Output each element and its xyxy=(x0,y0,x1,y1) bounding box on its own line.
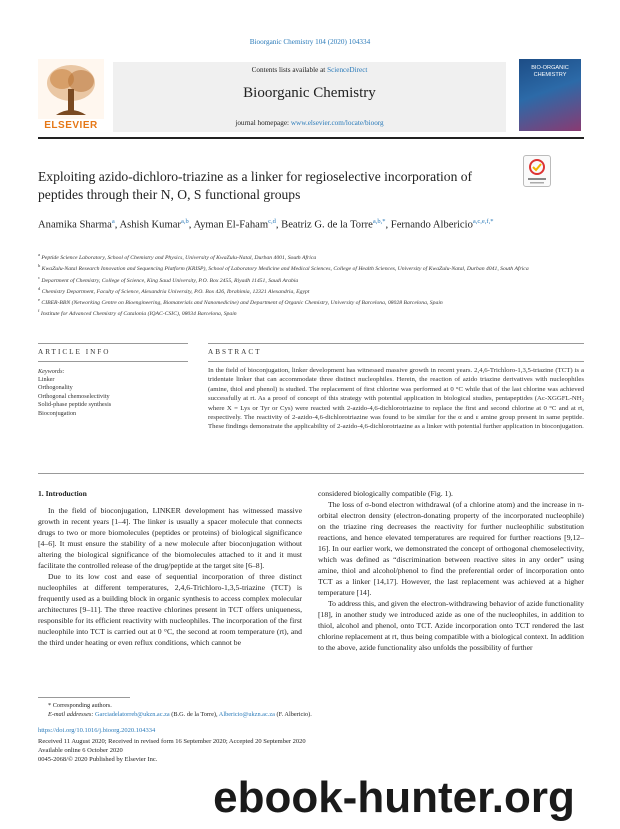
homepage-line xyxy=(113,119,506,127)
author-affiliation-marker[interactable]: a,b,* xyxy=(372,218,386,225)
email-label: E-mail addresses: xyxy=(48,711,95,718)
paragraph: Due to its low cost and ease of sequential incorporation of three distinct nucleophiles at different temperatures, 2,4,6-Trichloro-1,3,5-triazine (TCT) is frequently used as a building block in organic synthesis to access complex molecular architectures [9–11]. The three reactive chlorines present in TCT offers uniqueness, responsible for its efficient reactivity with nucleophiles. The incorporation of the first nucleophile into TCT is carried out at 0 °C, the second at room temperature (rt), and the third under heating or even reflux conditions, which cannot be xyxy=(38,572,302,647)
footnote xyxy=(48,701,568,719)
author-name[interactable]: Anamika Sharma xyxy=(38,219,112,231)
sciencedirect-link[interactable]: ScienceDirect xyxy=(327,66,368,74)
affiliation: $^d$ Chemistry Department, Faculty of Science, Alexandria University, P.O. Box 426, Ibrahimia, 12321 Alexandria, Egypt xyxy=(38,285,310,295)
abstract-rule xyxy=(208,343,584,344)
email-owner: (B.G. de la Torre), xyxy=(169,711,219,718)
body-column-right xyxy=(318,488,584,653)
publication-history: Received 11 August 2020; Received in revised form 16 September 2020; Accepted 20 September 2020 xyxy=(38,738,306,745)
email-owner: (F. Albericio). xyxy=(274,711,312,718)
article-info-rule xyxy=(38,343,188,344)
affiliation: $^a$ Peptide Science Laboratory, School of Chemistry and Physics, University of KwaZulu-Natal, Durban 4001, South Africa xyxy=(38,252,317,261)
paragraph: considered biologically compatible (Fig. 1). xyxy=(318,489,453,498)
author-affiliation-marker[interactable]: c,d xyxy=(268,218,276,225)
online-date: Available online 6 October 2020 xyxy=(38,747,123,754)
journal-title: Bioorganic Chemistry xyxy=(243,85,376,101)
abstract-rule-lower xyxy=(208,361,584,362)
homepage-link[interactable]: www.elsevier.com/locate/bioorg xyxy=(290,119,384,127)
author-affiliation-marker[interactable]: a,b xyxy=(180,218,189,225)
footnote-rule xyxy=(38,697,130,698)
affiliation-list xyxy=(38,251,584,319)
contents-prefix: Contents lists available at xyxy=(251,66,328,74)
article-info-heading: ARTICLE INFO xyxy=(38,348,111,356)
watermark-text: ebook-hunter.org xyxy=(213,773,575,822)
email-link[interactable]: Garciadelatorreb@ukzn.ac.za xyxy=(95,711,170,718)
journal-reference[interactable]: Bioorganic Chemistry 104 (2020) 104334 xyxy=(249,38,371,46)
paragraph: In the field of bioconjugation, LINKER development has witnessed massive growth in recent years [1–4]. The linker is usually a spacer molecule that connects drugs to two or more biomolecules (peptides or proteins) of biological significance [4–6]. It must ensure the stability of a new molecule after bioconjugation without altering the biological significance of the biomolecules attached to it and it must facilitate the controlled release of the drug/peptide at the target site [6–8]. xyxy=(38,506,302,570)
abstract-bottom-rule xyxy=(38,473,584,474)
section-heading: 1. Introduction xyxy=(38,489,87,498)
abstract-text: In the field of bioconjugation, linker development has witnessed massive growth in recent years. 2,4,6-Trichloro-1,3,5-triazine (TCT) is a tridentate linker that can accommodate three distinct nucleophiles. Herein, the reaction of azido triazine derivatives with nucleophiles (amine, thiol and phenol) is studied. The replacement of first chlorine was performed at 0 °C while that of the last chlorine was achieved successfully at rt. As a proof of concept of this strategy with potential application in biological studies, pentapeptides (Ac-XGGFL-NH₂ where X = Lys or Tyr or Cys) were reacted with 2-azido-4,6-dichlorotriazine to replace the first and second chlorine at 0 °C and at rt, respectively. The reactivity of 2-azido-4,6-dichlorotriazine was found to be similar for the α and ε amine group present in same peptide. These findings demonstrate the applicability of 2-azido-4,6-dichlorotriazine as a linker with potential further application in bioconjugation. xyxy=(208,367,584,431)
keyword-list xyxy=(38,376,111,418)
keyword: Orthogonality xyxy=(38,384,73,392)
contents-line xyxy=(113,66,506,74)
author-affiliation-marker[interactable]: a,c,e,f,* xyxy=(472,218,494,225)
header-divider xyxy=(38,137,584,139)
affiliation: $^c$ Department of Chemistry, College of Science, King Saud University, P.O. Box 2455, Riyadh 11451, Saudi Arabia xyxy=(38,274,299,284)
author-list: Anamika Sharma$^a$, Ashish Kumar$^{a,b}$, Ayman El-Faham$^{c,d}$, Beatriz G. de la Torre$^{a,b,*}$, Fernando Albericio$^{a,c,e,f,*}$ xyxy=(38,218,494,231)
publisher-wordmark: ELSEVIER xyxy=(44,120,98,131)
paragraph: The loss of σ-bond electron withdrawal (of a chlorine atom) and the increase in π-orbital electron density (electron-donating property of the incorporated nucleophile) on the triazine ring decreases the reactivity for further nucleophilic substitution reactions, and hence elevated temperatures are required for further reactions [9,12–16]. In our earlier work, we demonstrated the concept of orthogonal chemoselectivity, which was defined as “discrimination between reactive sites in any order” using amine, thiol and alcohol/phenol to find the preferential order of incorporation onto TCT as a linker [14,17]. However, the last replacement was achieved at a higher temperature [14]. xyxy=(318,500,584,597)
email-line xyxy=(48,710,568,719)
affiliation: $^e$ CIBER-BBN (Networking Centre on Bioengineering, Biomaterials and Nanomedicine) and Department of Organic Chemistry, University of Barcelona, 08028 Barcelona, Spain xyxy=(38,297,443,307)
watermark xyxy=(178,768,610,824)
article-title: Exploiting azido-dichloro-triazine as a linker for regioselective incorporation of peptides through their N, O, S functional groups xyxy=(38,169,473,202)
affiliation: $^f$ Institute for Advanced Chemistry of Catalonia (IQAC-CSIC), 08034 Barcelona, Spain xyxy=(38,308,237,318)
author-name[interactable]: Fernando Albericio xyxy=(390,219,473,231)
article-info-rule-lower xyxy=(38,361,188,362)
keyword: Orthogonal chemoselectivity xyxy=(38,392,110,400)
keyword: Solid-phase peptide synthesis xyxy=(38,401,112,409)
author-name[interactable]: Ashish Kumar xyxy=(119,219,181,231)
cover-title: BIO-ORGANIC CHEMISTRY xyxy=(531,65,569,78)
homepage-prefix: journal homepage: xyxy=(235,119,291,127)
keywords-label: Keywords: xyxy=(38,368,65,375)
check-for-updates-icon[interactable] xyxy=(523,155,551,187)
paragraph: To address this, and given the electron-withdrawing behavior of azide functionality [18], in another study we introduced azide as one of the nucleophiles, in addition to thiol, alcohol and phenol, onto TCT. Azide incorporation onto TCT rendered the last chlorine replacement at rt, thus being compatible with a biological context. In addition to the above, azide functionality also unfolds the possibility of further xyxy=(318,599,584,652)
affiliation: $^b$ KwaZulu-Natal Research Innovation and Sequencing Platform (KRISP), School of Laboratory Medicine and Medical Sciences, College of Health Sciences, University of KwaZulu-Natal, Durban 4041, South Africa xyxy=(38,263,529,273)
doi-link[interactable]: https://doi.org/10.1016/j.bioorg.2020.104334 xyxy=(38,727,156,734)
keyword: Linker xyxy=(38,376,55,383)
body-column-left xyxy=(38,505,302,648)
abstract-heading: ABSTRACT xyxy=(208,348,262,356)
author-name[interactable]: Beatriz G. de la Torre xyxy=(281,219,373,231)
author-affiliation-marker[interactable]: a xyxy=(111,218,115,225)
corresponding-note: * Corresponding authors. xyxy=(48,702,112,709)
keyword: Bioconjugation xyxy=(38,409,77,417)
author-name[interactable]: Ayman El-Faham xyxy=(193,219,269,231)
email-link[interactable]: Albericio@ukzn.ac.za xyxy=(218,711,275,718)
copyright-line: 0045-2068/© 2020 Published by Elsevier Inc. xyxy=(38,756,158,763)
